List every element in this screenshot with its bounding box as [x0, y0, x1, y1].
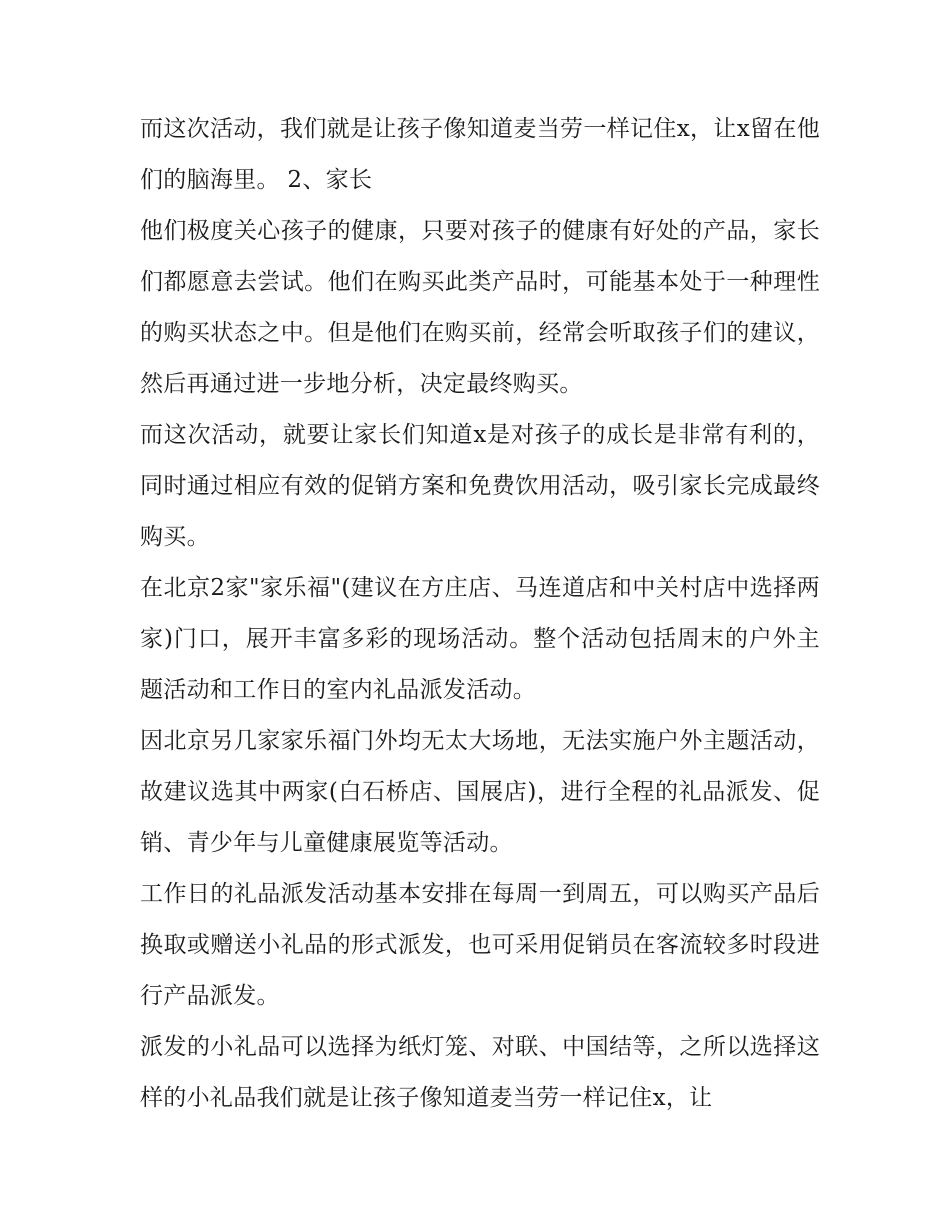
paragraph-7: 派发的小礼品可以选择为纸灯笼、对联、中国结等，之所以选择这样的小礼品我们就是让孩子像知道麦当劳一样记住x，让	[140, 1034, 820, 1111]
paragraph-2: 他们极度关心孩子的健康，只要对孩子的健康有好处的产品，家长们都愿意去尝试。他们在购买此类产品时，可能基本处于一种理性的购买状态之中。但是他们在购买前，经常会听取孩子们的建议，然后再通过进一步地分析，决定最终购买。	[140, 218, 820, 397]
paragraph-5: 因北京另几家家乐福门外均无太大场地，无法实施户外主题活动，故建议选其中两家(白石桥店、国展店)，进行全程的礼品派发、促销、青少年与儿童健康展览等活动。	[140, 728, 820, 856]
document-page	[140, 104, 820, 1124]
paragraph-1: 而这次活动，我们就是让孩子像知道麦当劳一样记住x，让x留在他们的脑海里。 2、家长	[140, 116, 820, 193]
paragraph-6: 工作日的礼品派发活动基本安排在每周一到周五，可以购买产品后换取或赠送小礼品的形式派发，也可采用促销员在客流较多时段进行产品派发。	[140, 881, 820, 1009]
paragraph-3: 而这次活动，就要让家长们知道x是对孩子的成长是非常有利的，同时通过相应有效的促销方案和免费饮用活动，吸引家长完成最终购买。	[140, 422, 820, 550]
paragraph-4: 在北京2家"家乐福"(建议在方庄店、马连道店和中关村店中选择两家)门口，展开丰富多彩的现场活动。整个活动包括周末的户外主题活动和工作日的室内礼品派发活动。	[140, 575, 820, 703]
